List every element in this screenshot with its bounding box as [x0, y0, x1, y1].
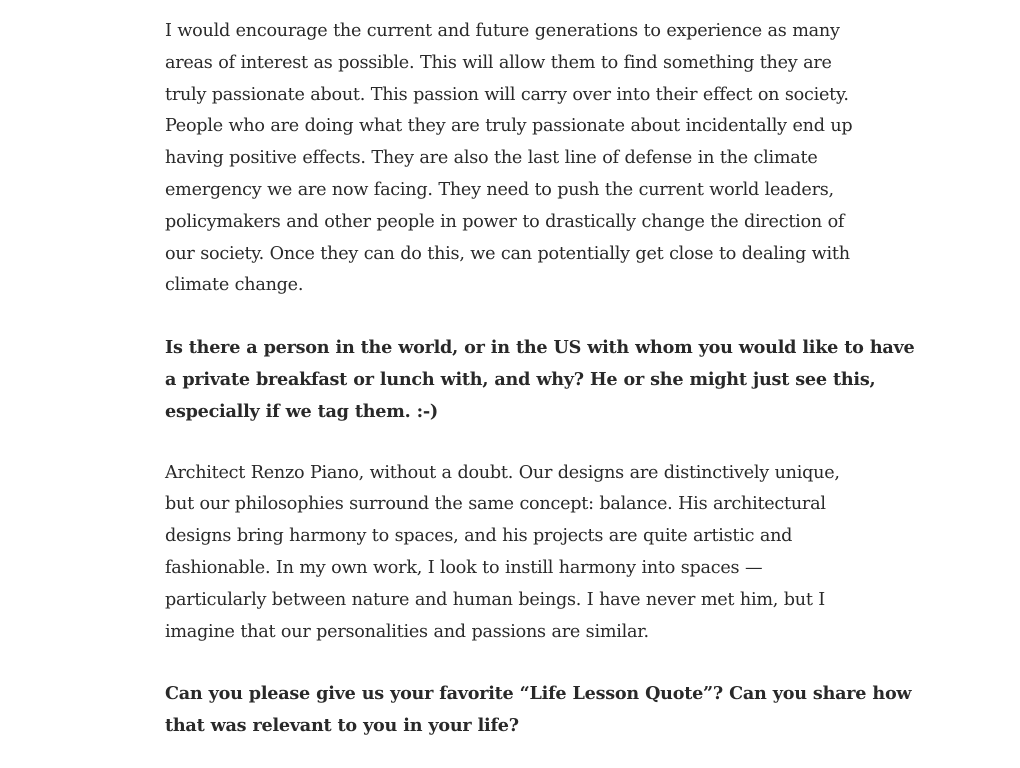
question-paragraph-breakfast — [165, 332, 915, 427]
paragraph-line: especially if we tag them. :-) — [165, 400, 439, 422]
paragraph-spacer — [165, 428, 865, 458]
article-body — [165, 16, 915, 742]
paragraph-line: climate change. — [165, 275, 304, 296]
paragraph-line: our society. Once they can do this, we can potentially get close to dealing with — [165, 243, 850, 264]
paragraph-spacer — [165, 302, 865, 332]
paragraph-line: that was relevant to you in your life? — [165, 715, 519, 737]
paragraph-line: policymakers and other people in power to drastically change the direction of — [165, 211, 845, 232]
paragraph-line: emergency we are now facing. They need to push the current world leaders, — [165, 179, 834, 200]
paragraph-line: Is there a person in the world, or in the US with whom you would like to have — [165, 337, 915, 359]
paragraph-line: having positive effects. They are also the last line of defense in the climate — [165, 148, 818, 169]
paragraph-line: particularly between nature and human beings. I have never met him, but I — [165, 589, 826, 610]
paragraph-line: designs bring harmony to spaces, and his projects are quite artistic and — [165, 526, 793, 547]
paragraph-line: truly passionate about. This passion will carry over into their effect on society. — [165, 84, 849, 105]
paragraph-line: fashionable. In my own work, I look to instill harmony into spaces — — [165, 557, 763, 578]
paragraph-line: imagine that our personalities and passions are similar. — [165, 621, 649, 642]
paragraph-line: Can you please give us your favorite “Life Lesson Quote”? Can you share how — [165, 683, 912, 705]
paragraph-line: areas of interest as possible. This will allow them to find something they are — [165, 52, 832, 73]
answer-paragraph-renzo-piano — [165, 458, 865, 649]
answer-paragraph-encourage-generations — [165, 16, 865, 302]
paragraph-spacer — [165, 648, 865, 678]
paragraph-line: Architect Renzo Piano, without a doubt. Our designs are distinctively unique, — [165, 462, 840, 483]
paragraph-line: I would encourage the current and future generations to experience as many — [165, 21, 840, 41]
paragraph-line: People who are doing what they are truly passionate about incidentally end up — [165, 116, 853, 137]
paragraph-line: a private breakfast or lunch with, and why? He or she might just see this, — [165, 368, 876, 390]
question-paragraph-life-lesson-quote — [165, 678, 912, 742]
paragraph-line: but our philosophies surround the same concept: balance. His architectural — [165, 494, 826, 515]
